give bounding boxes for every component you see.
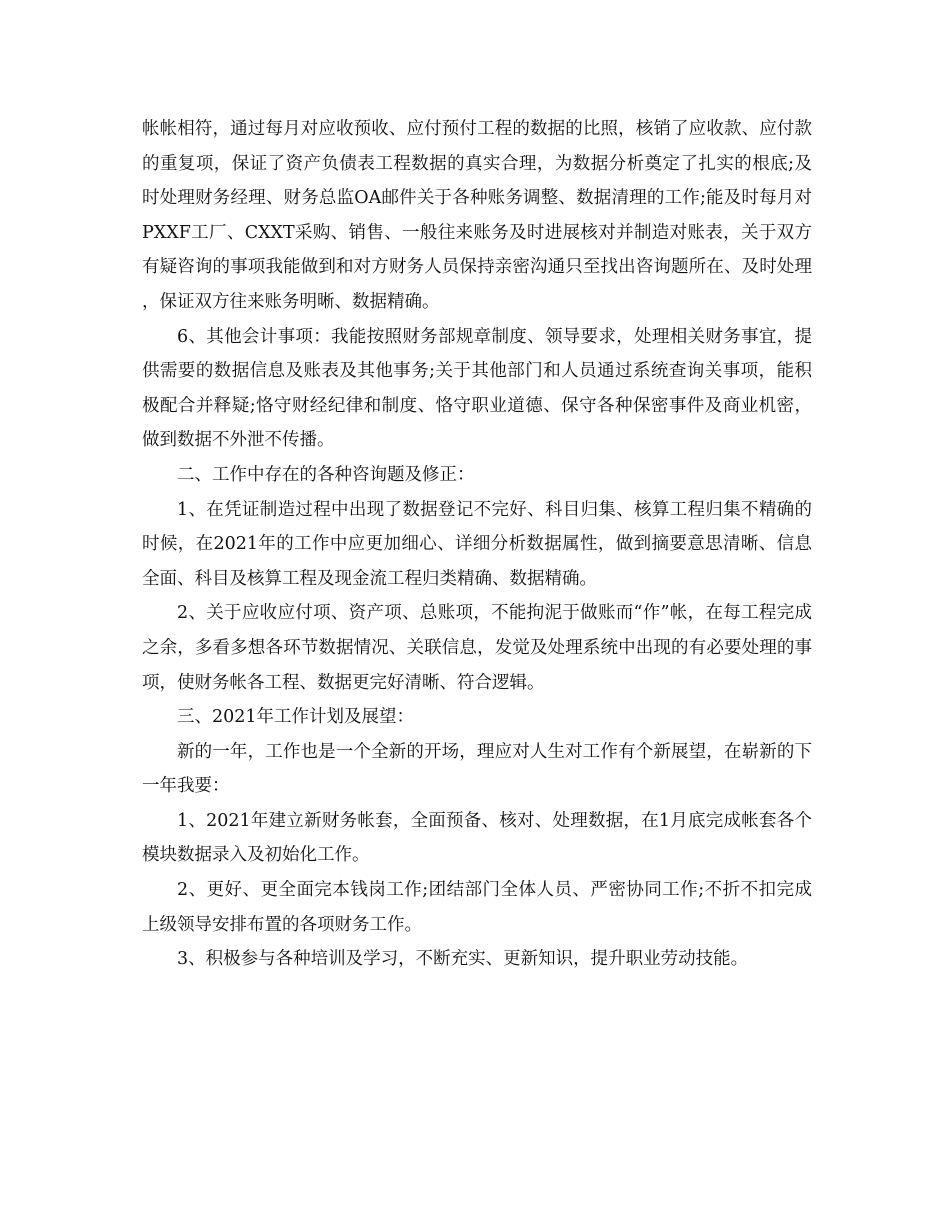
paragraph-plan-3: 3、积极参与各种培训及学习，不断充实、更新知识，提升职业劳动技能。 [177,949,749,970]
paragraph-issue-2: 2、关于应收应付项、资产项、总账项，不能拘泥于做账而“作”帐，在每工程完成之余，多看多想各环节数据情况、关联信息，发觉及处理系统中出现的有必要处理的事项，使财务帐各工程、数据更完好清晰、符合逻辑。 [142,603,812,693]
paragraph-issue-1: 1、在凭证制造过程中出现了数据登记不完好、科目归集、核算工程归集不精确的时候，在2021年的工作中应更加细心、详细分析数据属性，做到摘要意思清晰、信息全面、科目及核算工程及现金流工程归类精确、数据精确。 [142,499,812,589]
section-heading-issues: 二、工作中存在的各种咨询题及修正： [177,464,475,485]
paragraph-plan-1: 1、2021年建立新财务帐套，全面预备、核对、处理数据，在1月底完成帐套各个模块数据录入及初始化工作。 [142,810,812,866]
section-heading-plan: 三、2021年工作计划及展望： [177,707,415,728]
paragraph-plan-2: 2、更好、更全面完本钱岗工作;团结部门全体人员、严密协同工作;不折不扣完成上级领导安排布置的各项财务工作。 [142,880,812,935]
document-body [142,112,812,977]
paragraph-plan-intro: 新的一年，工作也是一个全新的开场，理应对人生对工作有个新展望，在崭新的下一年我要： [142,741,812,797]
paragraph-continuation: 帐帐相符，通过每月对应收预收、应付预付工程的数据的比照，核销了应收款、应付款的重复项，保证了资产负债表工程数据的真实合理，为数据分析奠定了扎实的根底;及时处理财务经理、财务总监OA邮件关于各种账务调整、数据清理的工作;能及时每月对PXXF工厂、CXXT采购、销售、一般往来账务及时进展核对并制造对账表，关于双方有疑咨询的事项我能做到和对方财务人员保持亲密沟通只至找出咨询题所在、及时处理，保证双方往来账务明晰、数据精确。 [142,119,812,312]
paragraph-other-accounting: 6、其他会计事项：我能按照财务部规章制度、领导要求，处理相关财务事宜，提供需要的数据信息及账表及其他事务;关于其他部门和人员通过系统查询关事项，能积极配合并释疑;恪守财经纪律和制度、恪守职业道德、保守各种保密事件及商业机密，做到数据不外泄不传播。 [142,326,812,451]
